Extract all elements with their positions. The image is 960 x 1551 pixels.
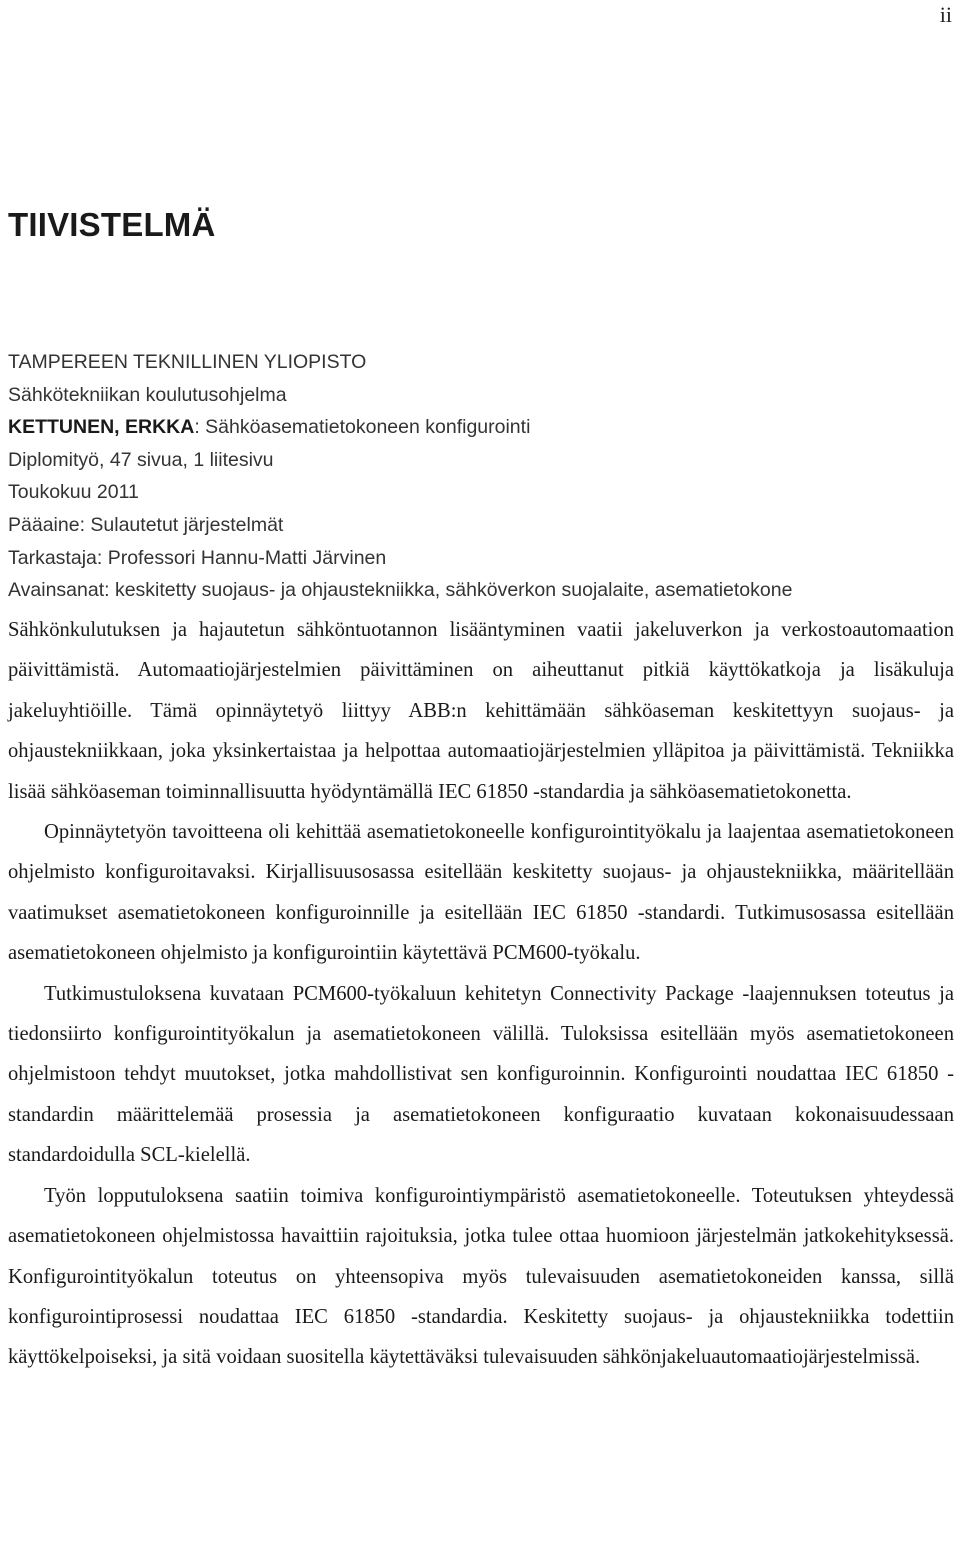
abstract-paragraph-2: Opinnäytetyön tavoitteena oli kehittää asematietokoneelle konfigurointityökalu ja laajentaa asematietokoneen ohjelmisto konfiguroitavaksi. Kirjallisuusosassa esitellään keskitetty suojaus- ja ohjaustekniikka, määritellään vaatimukset asematietokoneen konfiguroinnille ja esitellään IEC 61850 -standardi. Tutkimusosassa esitellään asematietokoneen ohjelmisto ja konfigurointiin käytettävä PCM600-työkalu. — [8, 821, 954, 965]
page-title: TIIVISTELMÄ — [8, 206, 216, 243]
thesis-title: : Sähköasematietokoneen konfigurointi — [194, 416, 531, 439]
abstract-paragraph-4: Työn lopputuloksena saatiin toimiva konfigurointiympäristö asematietokoneelle. Toteutuksen yhteydessä asematietokoneen ohjelmistossa havaittiin rajoituksia, jotka tulee ottaa huomioon järjestelmän jatkokehityksessä. Konfigurointityökalun toteutus on yhteensopiva myös tulevaisuuden asematietokoneiden kanssa, sillä konfigurointiprosessi noudattaa IEC 61850 -standardia. Keskitetty suojaus- ja ohjaustekniikka todettiin käyttökelpoiseksi, ja sitä voidaan suositella käytettäväksi tulevaisuuden sähkönjakeluautomaatiojärjestelmissä. — [8, 1184, 954, 1369]
examiner-line: Tarkastaja: Professori Hannu-Matti Järvinen — [8, 546, 387, 569]
university-line: TAMPEREEN TEKNILLINEN YLIOPISTO — [8, 351, 367, 373]
page-number: ii — [939, 2, 952, 27]
abstract-paragraph-1: Sähkönkulutuksen ja hajautetun sähköntuotannon lisääntyminen vaatii jakeluverkon ja verkostoautomaation päivittämistä. Automaatiojärjestelmien päivittäminen on aiheuttanut pitkiä käyttökatkoja ja lisäkuluja jakeluyhtiöille. Tämä opinnäytetyö liittyy ABB:n kehittämään sähköaseman keskitettyyn suojaus- ja ohjaustekniikkaan, joka yksinkertaistaa ja helpottaa automaatiojärjestelmien ylläpitoa ja päivittämistä. Tekniikka lisää sähköaseman toiminnallisuutta hyödyntämällä IEC 61850 -standardia ja sähköasematietokonetta. — [8, 619, 954, 803]
abstract-body — [8, 610, 954, 1378]
abstract-paragraph-3: Tutkimustuloksena kuvataan PCM600-työkaluun kehitetyn Connectivity Package -laajennuksen toteutus ja tiedonsiirto konfigurointityökalun ja asematietokoneen välillä. Tuloksissa esitellään myös asematietokoneen ohjelmistoon tehdyt muutokset, jotka mahdollistivat sen konfiguroinnin. Konfigurointi noudattaa IEC 61850 -standardin määrittelemää prosessia ja asematietokoneen konfiguraatio kuvataan kokonaisuudessaan standardoidulla SCL-kielellä. — [8, 982, 954, 1167]
programme-line: Sähkötekniikan koulutusohjelma — [8, 383, 287, 406]
major-line: Pääaine: Sulautetut järjestelmät — [8, 513, 284, 536]
author-title-line — [8, 411, 956, 444]
thesis-metadata — [8, 346, 956, 607]
thesis-info-line: Diplomityö, 47 sivua, 1 liitesivu — [8, 448, 274, 471]
author-name: KETTUNEN, ERKKA — [8, 416, 195, 439]
date-line: Toukokuu 2011 — [8, 481, 139, 504]
keywords-line: Avainsanat: keskitetty suojaus- ja ohjaustekniikka, sähköverkon suojalaite, asematietokone — [8, 579, 793, 602]
